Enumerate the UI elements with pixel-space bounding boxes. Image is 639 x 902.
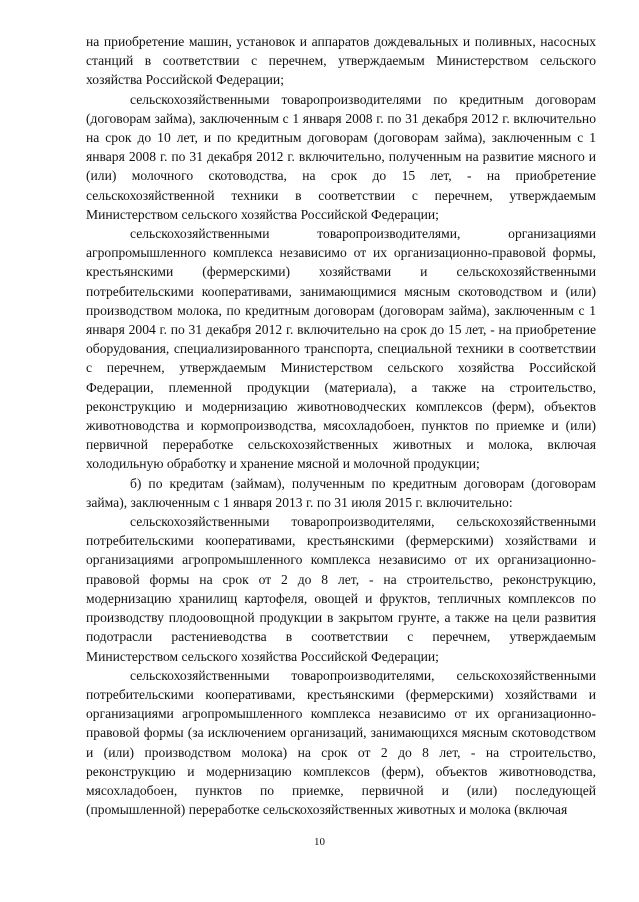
- paragraph-3: сельскохозяйственными товаропроизводителями, организациями агропромышленного комплекса независимо от их организационно-правовой формы, крестьянскими (фермерскими) хозяйствами и сельскохозяйственными потребительскими кооперативами, занимающимися мясным скотоводством и (или) производством молока, по кредитным договорам (договорам займа), заключенным с 1 января 2004 г. по 31 декабря 2012 г. включительно на срок до 15 лет, - на приобретение оборудования, специализированного транспорта, специальной техники в соответствии с перечнем, утверждаемым Министерством сельского хозяйства Российской Федерации, племенной продукции (материала), а также на строительство, реконструкцию и модернизацию животноводческих комплексов (ферм), объектов животноводства и кормопроизводства, мясохладобоен, пунктов по приемке и (или) первичной переработке сельскохозяйственных животных и молока, включая холодильную обработку и хранение мясной и молочной продукции;: [86, 226, 596, 472]
- document-page: [86, 32, 596, 819]
- paragraph-4: б) по кредитам (займам), полученным по кредитным договорам (договорам займа), заключенным с 1 января 2013 г. по 31 июля 2015 г. включительно:: [86, 475, 596, 510]
- paragraph-5: сельскохозяйственными товаропроизводителями, сельскохозяйственными потребительскими кооперативами, крестьянскими (фермерскими) хозяйствами и организациями агропромышленного комплекса независимо от их организационно-правовой формы на срок от 2 до 8 лет, - на строительство, реконструкцию, модернизацию хранилищ картофеля, овощей и фруктов, тепличных комплексов по производству плодоовощной продукции в закрытом грунте, а также на цели развития подотрасли растениеводства в соответствии с перечнем, утверждаемым Министерством сельского хозяйства Российской Федерации;: [86, 514, 596, 664]
- paragraph-2: сельскохозяйственными товаропроизводителями по кредитным договорам (договорам займа), заключенным с 1 января 2008 г. по 31 декабря 2012 г. включительно на срок до 10 лет, и по кредитным договорам (договорам займа), заключенным с 1 января 2008 г. по 31 декабря 2012 г. включительно, полученным на развитие мясного и (или) молочного скотоводства, на срок до 15 лет, - на приобретение сельскохозяйственной техники в соответствии с перечнем, утверждаемым Министерством сельского хозяйства Российской Федерации;: [86, 91, 596, 222]
- paragraph-1: на приобретение машин, установок и аппаратов дождевальных и поливных, насосных станций в соответствии с перечнем, утверждаемым Министерством сельского хозяйства Российской Федерации;: [86, 34, 596, 88]
- page-number: 10: [314, 836, 325, 848]
- paragraph-6: сельскохозяйственными товаропроизводителями, сельскохозяйственными потребительскими кооперативами, крестьянскими (фермерскими) хозяйствами и организациями агропромышленного комплекса независимо от их организационно-правовой формы (за исключением организаций, занимающихся мясным скотоводством и (или) производством молока) на срок от 2 до 8 лет, - на строительство, реконструкцию и модернизацию комплексов (ферм), объектов животноводства, мясохладобоен, пунктов по приемке, первичной и (или) последующей (промышленной) переработке сельскохозяйственных животных и молока (включая: [86, 667, 596, 818]
